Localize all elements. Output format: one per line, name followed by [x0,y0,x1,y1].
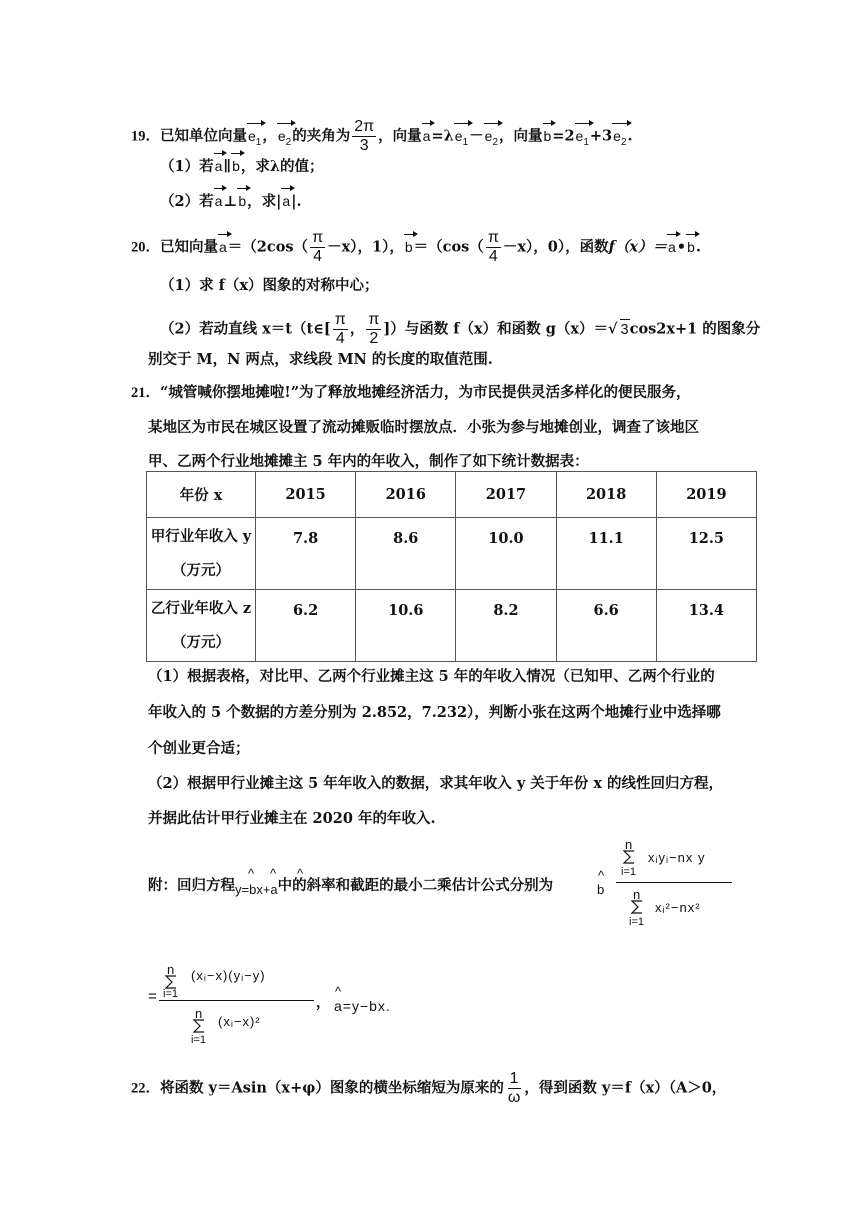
table-row [147,472,757,518]
regression-equation: y=bx+a [235,882,278,897]
table-header-cell: 2019 [656,472,756,518]
q20-part2-line2: 别交于 M，N 两点，求线段 MN 的长度的取值范围. [148,351,493,368]
q21-part2-l1: （2）根据甲行业摊主这 5 年年收入的数据，求其年收入 y 关于年份 x 的线性回归方程， [148,775,724,792]
q19-part2: （2）若a⊥b，求|a|. [160,193,302,210]
q21-part1-l3: 个创业更合适； [148,740,250,757]
question-number: 22． [131,1080,160,1097]
vector-a: a [667,238,676,255]
fraction-pi-2: $\frac{\pi}{2}$ [368,311,380,347]
vector-b: b [232,158,240,174]
vector-b: b [238,193,247,209]
q21-line3: 甲、乙两个行业地摊摊主 5 年内的年收入，制作了如下统计数据表： [148,453,589,470]
q21-part1-l1: （1）根据表格，对比甲、乙两个行业摊主这 5 年的年收入情况（已知甲、乙两个行业的 [148,668,715,685]
question-number: 19． [131,128,160,145]
formula-a-hat: ^ [335,984,342,999]
vector-a: a [422,127,431,144]
appendix-line: 附：回归方程y=bx+a中的斜率和截距的最小二乘估计公式分别为 [148,877,554,897]
table-header-cell: 2017 [456,472,556,518]
table-cell: 6.2 [256,590,356,662]
table-row [147,590,757,662]
formula-b: b [597,882,605,897]
table-cell: 8.6 [356,518,456,590]
fraction-denominator: xᵢ²−nx² [655,900,701,915]
income-table [146,471,757,662]
table-cell: 10.0 [456,518,556,590]
fraction-numerator: (xᵢ−x)(yᵢ−y) [191,968,266,983]
table-cell: 13.4 [656,590,756,662]
vector-e1: $e_1$ [247,126,262,153]
fraction-denominator: (xᵢ−x)² [218,1014,261,1029]
q20-part2: （2）若动直线 x＝t（t∈[ $\frac{\pi}{4}$ ， $\frac{\pi}{2}$ ]）与函数 f（x）和函数 g（x）＝√ 3cos2x+1 的图象分 [160,311,761,347]
table-cell: 12.5 [656,518,756,590]
question-number: 20． [131,239,160,256]
vector-e2: $e_2$ [484,126,499,153]
fraction-pi-4: $\frac{\pi}{4}$ [334,311,346,347]
table-header-cell: 2018 [556,472,656,518]
fraction-pi-4: $\frac{\pi}{4}$ [312,229,324,265]
fraction-1-omega: $\frac{1}{\omega}$ [507,1070,521,1106]
fraction-numerator: xᵢyᵢ−nx y [648,850,706,865]
sqrt-3: 3 [620,319,630,340]
q19-line1: 19．已知单位向量$e_1$，$e_2$的夹角为 $\frac{2\pi}{3}$ ，向量$a=\lambda e_1-e_2$，向量$b=2e_1+3e_2$. [131,118,633,154]
vector-b: b [404,238,413,255]
q21-part1-l2: 年收入的 5 个数据的方差分别为 2.852，7.232），判断小张在这两个地摊行业中选择哪 [148,704,721,721]
q21-line2: 某地区为市民在城区设置了流动摊贩临时摆放点．小张为参与地摊创业，调查了该地区 [148,419,699,436]
vector-a: a [214,158,223,174]
table-cell: 7.8 [256,518,356,590]
table-cell: 8.2 [456,590,556,662]
q20-part1: （1）求 f（x）图象的对称中心； [160,277,379,294]
q19-part1: （1）若a∥b，求λ的值； [160,158,324,175]
table-cell: 6.6 [556,590,656,662]
fraction-bar [616,882,732,883]
q22-line1: 22．将函数 y＝Asin（x+φ）图象的横坐标缩短为原来的 $\frac{1}{\omega}$ ，得到函数 y＝f（x）（A＞0， [131,1070,727,1106]
vector-a: a [219,238,227,255]
vector-a: a [282,193,291,209]
q21-line1: 21．“城管喊你摆地摊啦!”为了释放地摊经济活力，为市民提供灵活多样化的便民服务， [131,384,691,401]
fraction-pi-4: $\frac{\pi}{4}$ [487,229,499,265]
vector-e1: $e_1$ [454,126,469,153]
vector-b: b [543,127,552,144]
row-label: 甲行业年收入 y （万元） [147,518,256,590]
q21-part2-l2: 并据此估计甲行业摊主在 2020 年的年收入. [148,810,436,827]
vector-e2: $e_2$ [277,126,292,153]
table-row [147,518,757,590]
table-header-cell: 年份 x [147,472,256,518]
vector-a: a [214,193,223,209]
fraction-2pi-3: $\frac{2\pi}{3}$ [354,118,375,154]
q20-line1: 20．已知向量a＝（2cos（ $\frac{\pi}{4}$ －x），1），b＝（cos（ $\frac{\pi}{4}$ －x），0），函数f（x）＝a•b. [131,229,701,265]
table-cell: 11.1 [556,518,656,590]
question-number: 21． [131,385,160,401]
vector-e1: $e_1$ [575,126,590,153]
fraction-bar [159,1000,314,1001]
row-label: 乙行业年收入 z （万元） [147,590,256,662]
table-header-cell: 2015 [256,472,356,518]
table-cell: 10.6 [356,590,456,662]
equals-sign: = [148,988,157,1005]
formula-b-hat: ^ [598,868,605,883]
table-header-cell: 2016 [356,472,456,518]
vector-e2: $e_2$ [612,126,627,153]
formula-a: a=y−bx. [334,998,391,1014]
vector-b: b [687,238,695,255]
